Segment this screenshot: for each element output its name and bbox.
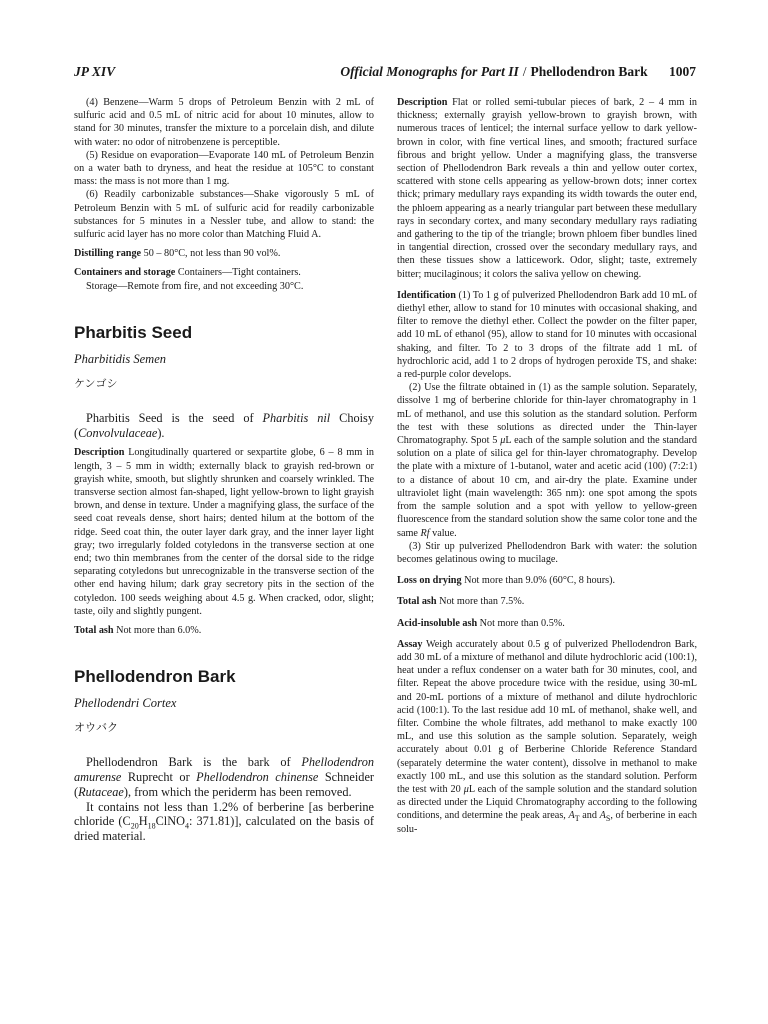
identification-2-text-a: (2) Use the filtrate obtained in (1) as the sample solution. Separately, dissolve 1 mg of berberine chloride for thin-layer chromatography in 1 mL of methanol, and use this solution as the standard solution. Perform the test with these solutions as directed under the Thin-layer Chromatography. Spot 5 bbox=[397, 382, 697, 447]
formula-clno: ClNO bbox=[155, 814, 185, 829]
phellodendron-content bbox=[74, 800, 374, 844]
bark-description-text: Flat or rolled semi-tubular pieces of bark, 2 – 4 mm in thickness; externally grayish yellow-brown to grayish brown, with numerous traces of lenticel; the internal surface yellow to dark yellow-brown in color, with fine vertical lines, and smooth; fractured surface fibrous and bright yellow. Under a magnifying glass, the transverse section of Phellodendron Bark reveals a thin and yellow outer cortex, scattered with stone cells appearing as yellow-brown dots; inner cortex thick; primary medullary rays expanding its width towards the outer end, the phloem appearing as a nearly triangular part between these medullary rays in secondary cortex, and many secondary medullary rays radiating and gathering to the tip of the triangle; brown phloem fiber bundles lined in tangential direction, crossed over the secondary medullary rays, and then these tissues show a latticework. Odor, slight; taste, extremely bitter; mucilaginous; it colors the saliva yellow on chewing. bbox=[397, 97, 697, 280]
carbonizable-test: (6) Readily carbonizable substances—Shake vigorously 5 mL of Petroleum Benzin with 5 mL of sulfuric acid for readily carbonizable substances for 5 minutes in a Nessler tube, and allow to stand: the sulfuric acid layer has no more color than Matching Fluid A. bbox=[74, 189, 374, 241]
distilling-range bbox=[74, 247, 374, 260]
phellodendron-family: Rutaceae bbox=[78, 784, 124, 799]
pharbitis-intro-text2: Choisy ( bbox=[74, 410, 374, 440]
phellodendron-intro-end: ), from which the periderm has been removed. bbox=[123, 784, 352, 799]
header-part-title: Official Monographs for Part II bbox=[340, 64, 519, 79]
right-column bbox=[397, 96, 697, 836]
header-separator: / bbox=[522, 64, 527, 79]
header-monograph: Phellodendron Bark bbox=[530, 64, 648, 79]
benzene-test: (4) Benzene—Warm 5 drops of Petroleum Benzin with 2 mL of sulfuric acid and 0.5 mL of nitric acid for about 10 minutes, allow to stand for 30 minutes, transfer the mixture to a porcelain dish, and dilute with water: no odor of nitrobenzene is perceptible. bbox=[74, 97, 374, 148]
bark-total-ash-label: Total ash bbox=[397, 596, 437, 608]
pharbitis-total-ash-text: Not more than 6.0%. bbox=[116, 625, 202, 637]
identification-2 bbox=[397, 381, 697, 539]
formula-h: H bbox=[138, 814, 148, 829]
phellodendron-title: Phellodendron Bark bbox=[74, 667, 236, 687]
residue-test: (5) Residue on evaporation—Evaporate 140 mL of Petroleum Benzin on a water bath to dryness, and heat the residue at 105°C to constant mass: the mass is not more than 1 mg. bbox=[74, 149, 374, 188]
pharbitis-intro-end: ). bbox=[157, 425, 165, 440]
assay-as-symbol: A bbox=[599, 810, 606, 822]
phellodendron-intro-text3: Schneider ( bbox=[74, 770, 374, 799]
phellodendron-species-2: Phellodendron chinense bbox=[196, 770, 319, 785]
pharbitis-family: Convolvulaceae bbox=[78, 425, 158, 440]
distilling-text: 50 – 80°C, not less than 90 vol%. bbox=[143, 248, 281, 260]
content-text-a: It contains not less than 1.2% of berberine [as berberine chloride (C bbox=[74, 799, 374, 829]
pharbitis-intro bbox=[74, 411, 374, 441]
pharbitis-intro-text: Pharbitis Seed is the seed of bbox=[86, 410, 263, 425]
content-text-d: : 371.81)], calculated on the basis of dried material. bbox=[74, 814, 374, 844]
phellodendron-intro bbox=[74, 755, 374, 799]
loss-text: Not more than 9.0% (60°C, 8 hours). bbox=[464, 575, 616, 587]
micro-symbol: μ bbox=[500, 435, 506, 447]
assay-label: Assay bbox=[397, 638, 423, 650]
pharbitis-total-ash bbox=[74, 624, 374, 637]
formula-sub-o: 4 bbox=[184, 821, 189, 831]
pharbitis-description-label: Description bbox=[74, 447, 125, 459]
pharbitis-description-text: Longitudinally quartered or sexpartite globe, 6 – 8 mm in length, 3 – 5 mm in width; externally black to grayish red-brown or grayish white, smooth, but slightly shrunken and coarsely wrinkled. The transverse section almost fan-shaped, light yellow-brown to light grayish brown, and dense in texture. Under a magnifying glass, the surface of the seed coat reveals dense, short hairs; dented hilum at the bottom of the ridge. Seed coat thin, the outer layer dark gray, and the inner layer light gray; two irregularly folded cotyledons in the transverse section at one end; two thin membranes from the center of the dorsal side to the ridge separating cotyledons but unrecognizable in the transverse section of the other end having hilum; dark gray secretory pits in the section of the cotyledon. 100 seeds weighing about 4.5 g. When cracked, odor, slight; taste, oily and slightly pungent. bbox=[74, 447, 374, 617]
rf-symbol: Rf bbox=[420, 527, 430, 539]
pharbitis-kana-name: ケンゴシ bbox=[74, 377, 118, 390]
containers-text: Containers—Tight containers. bbox=[177, 267, 301, 279]
page-number: 1007 bbox=[669, 64, 696, 79]
assay-as-sub: S bbox=[605, 814, 611, 824]
bark-description-label: Description bbox=[397, 97, 448, 108]
loss-label: Loss on drying bbox=[397, 575, 462, 587]
assay-text-c: and bbox=[579, 810, 600, 822]
identification-2-text-c: value. bbox=[429, 527, 457, 539]
assay-text-d: , of berberine in each solu- bbox=[397, 810, 697, 835]
header-title-group bbox=[340, 64, 696, 80]
formula-sub-c: 20 bbox=[130, 821, 139, 831]
pharbitis-total-ash-label: Total ash bbox=[74, 625, 114, 637]
pharbitis-title: Pharbitis Seed bbox=[74, 322, 193, 342]
header-pharmacopoeia: JP XIV bbox=[74, 64, 116, 79]
loss-on-drying bbox=[397, 574, 697, 587]
bark-description bbox=[397, 96, 697, 281]
acid-ash-text: Not more than 0.5%. bbox=[479, 617, 565, 629]
pharbitis-latin-name: Pharbitidis Semen bbox=[74, 351, 167, 366]
assay-at-sub: T bbox=[574, 814, 580, 824]
assay-micro-symbol: μ bbox=[463, 783, 469, 795]
acid-ash-label: Acid-insoluble ash bbox=[397, 617, 478, 629]
phellodendron-intro-text2: Ruprecht or bbox=[121, 770, 197, 785]
assay-text-a: Weigh accurately about 0.5 g of pulverized Phellodendron Bark, add 30 mL of a mixture of methanol and dilute hydrochloric acid (100:1), heat under a reflux condenser on a water bath for 30 minutes, cool, and filter. Repeat the above procedure twice with the residue, using 30-mL and 20-mL portions of a mixture of methanol and dilute hydrochloric acid (100:1). To the last residue add 10 mL of methanol, shake well, and filter. Combine the whole filtrates, add methanol to make exactly 100 mL, and use this solution as the sample solution. Separately, weigh accurately about 0.01 g of Berberine Chloride Reference Standard (separately determine the water content), dissolve in methanol to make exactly 100 mL, and use this solution as the standard solution. Perform the test with 20 bbox=[397, 638, 697, 795]
identification-2-text-b: L each of the sample solution and the standard solution on a plate of silica gel for thin-layer chromatography. Develop the plate with a mixture of 1-butanol, water and acetic acid (100) (7:2:1) to a distance of about 10 cm, and air-dry the plate. Examine under ultraviolet light (main wavelength: 365 nm): one spot among the spots from the sample solution and a spot with yellow to yellow-green fluorescence from the standard solution show the same color tone and the same bbox=[397, 435, 697, 539]
identification-1 bbox=[397, 289, 697, 381]
distilling-label: Distilling range bbox=[74, 248, 142, 260]
running-header bbox=[74, 64, 696, 84]
storage-text: Storage—Remote from fire, and not exceeding 30°C. bbox=[86, 280, 304, 292]
identification-3: (3) Stir up pulverized Phellodendron Bark with water: the solution becomes gelatinous owing to mucilage. bbox=[397, 540, 697, 565]
containers-label: Containers and storage bbox=[74, 267, 176, 279]
containers-storage bbox=[74, 266, 374, 279]
bark-total-ash bbox=[397, 595, 697, 608]
pharbitis-description bbox=[74, 446, 374, 618]
pharbitis-species: Pharbitis nil bbox=[262, 410, 331, 425]
left-column bbox=[74, 96, 374, 844]
formula-sub-h: 18 bbox=[147, 821, 156, 831]
phellodendron-intro-text: Phellodendron Bark is the bark of bbox=[86, 755, 302, 770]
bark-total-ash-text: Not more than 7.5%. bbox=[439, 596, 525, 608]
phellodendron-latin-name: Phellodendri Cortex bbox=[74, 696, 177, 711]
phellodendron-kana-name: オウバク bbox=[74, 722, 118, 735]
assay-at-symbol: A bbox=[568, 810, 575, 822]
phellodendron-species-1: Phellodendron amurense bbox=[74, 755, 374, 785]
assay-text-b: L each of the sample solution and the standard solution as directed under the Liquid Chromatography according to the following conditions, and determine the peak areas, bbox=[397, 783, 697, 822]
identification-label: Identification bbox=[397, 289, 456, 301]
assay bbox=[397, 638, 697, 836]
identification-1-text: (1) To 1 g of pulverized Phellodendron Bark add 10 mL of diethyl ether, allow to stand for 10 minutes with occasional shaking, and filter to remove the diethyl ether. Collect the powder on the filter paper, add 10 mL of ethanol (95), allow to stand for 10 minutes with occasional shaking, and filter. To 2 to 3 drops of the filtrate add 1 mL of hydrochloric acid, add 1 to 2 drops of hydrogen peroxide TS, and shake: a red-purple color develops. bbox=[397, 289, 698, 381]
acid-insoluble-ash bbox=[397, 617, 697, 630]
